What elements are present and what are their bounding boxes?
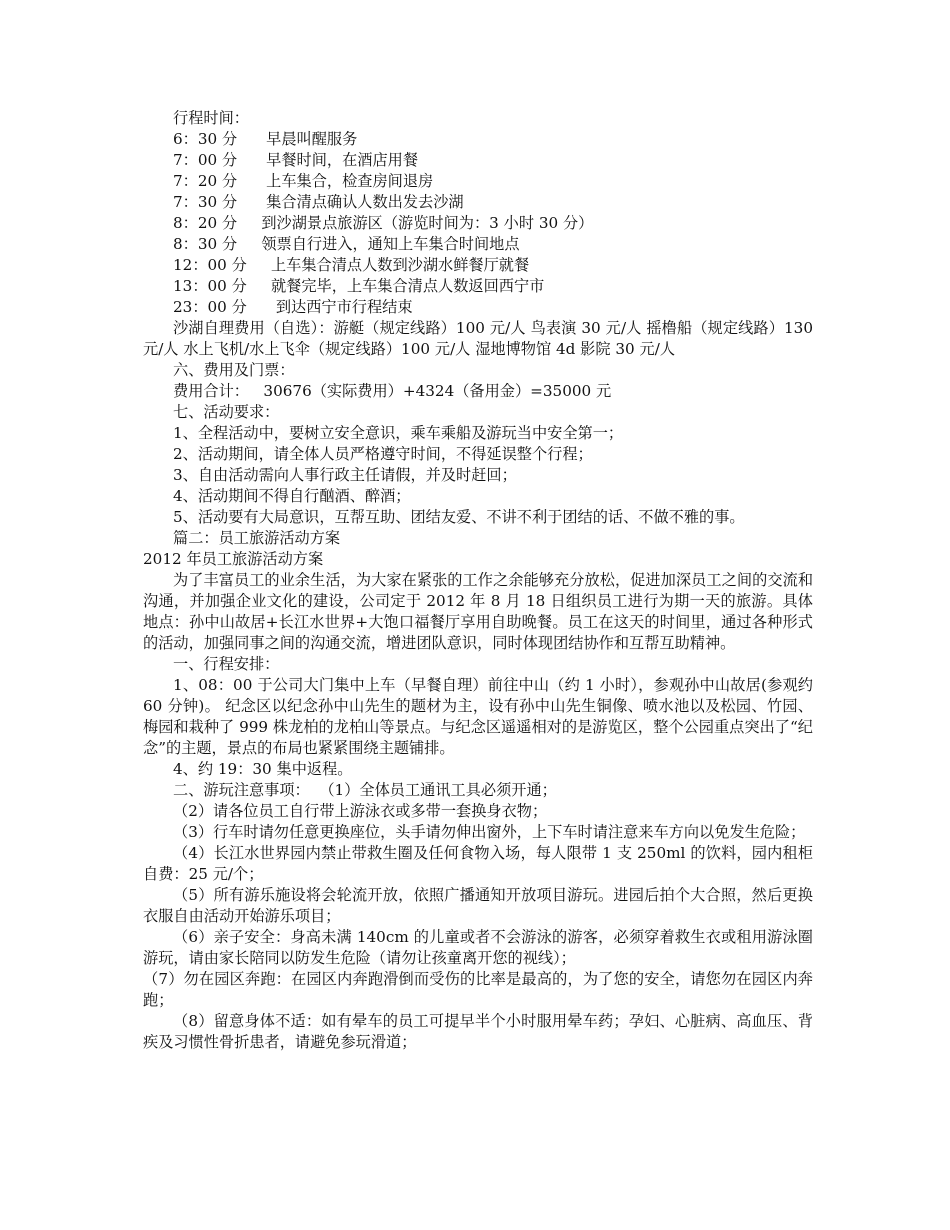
note-item: （4）长江水世界园内禁止带救生圈及任何食物入场，每人限带 1 支 250ml 的饮料，园内租柜自费：25 元/个； (143, 844, 813, 883)
fees-total: 费用合计： 30676（实际费用）+4324（备用金）=35000 元 (173, 382, 612, 400)
note-item: （5）所有游乐施设将会轮流开放，依照广播通知开放项目游玩。进园后拍个大合照，然后更换衣服自由活动开始游乐项目； (143, 886, 813, 925)
note-item: （3）行车时请勿任意更换座位，头手请勿伸出窗外，上下车时请注意来车方向以免发生危险； (173, 823, 806, 841)
schedule-item: 1、08：00 于公司大门集中上车（早餐自理）前往中山（约 1 小时），参观孙中山故居(参观约 60 分钟)。 纪念区以纪念孙中山先生的题材为主，设有孙中山先生铜像、喷水池以及松园、竹园、梅园和栽种了 999 株龙柏的龙柏山等景点。与纪念区遥遥相对的是游览区，整个公园重点突出了“纪念”的主题，景点的布局也紧紧围绕主题铺排。 (143, 676, 813, 757)
notes-heading: 二、游玩注意事项： （1）全体员工通讯工具必须开通； (173, 781, 557, 799)
itinerary-time: 8：30 分 领票自行进入，通知上车集合时间地点 (173, 235, 520, 253)
itinerary-time: 7：00 分 早餐时间，在酒店用餐 (173, 151, 419, 169)
requirement-item: 5、活动要有大局意识，互帮互助、团结友爱、不讲不利于团结的话、不做不雅的事。 (173, 508, 745, 526)
requirement-item: 3、自由活动需向人事行政主任请假，并及时赶回； (173, 466, 517, 484)
requirement-item: 2、活动期间，请全体人员严格遵守时间，不得延误整个行程； (173, 445, 593, 463)
extra-fee-paragraph: 沙湖自理费用（自选）：游艇（规定线路）100 元/人 鸟表演 30 元/人 摇橹船（规定线路）130 元/人 水上飞机/水上飞伞（规定线路）100 元/人 湿地博物馆 4d 影院 30 元/人 (143, 319, 813, 358)
requirement-item: 4、活动期间不得自行酗酒、醉酒； (173, 487, 411, 505)
schedule-item: 4、约 19：30 集中返程。 (173, 760, 353, 778)
requirements-heading: 七、活动要求： (173, 403, 280, 421)
part2-title: 2012 年员工旅游活动方案 (143, 550, 324, 568)
itinerary-time: 12：00 分 上车集合清点人数到沙湖水鲜餐厅就餐 (173, 256, 530, 274)
intro-paragraph: 为了丰富员工的业余生活，为大家在紧张的工作之余能够充分放松，促进加深员工之间的交流和沟通，并加强企业文化的建设，公司定于 2012 年 8 月 18 日组织员工进行为期一天的旅游。具体地点：孙中山故居+长江水世界+大饱口福餐厅享用自助晚餐。员工在这天的时间里，通过各种形式的活动，加强同事之间的沟通交流，增进团队意识，同时体现团结协作和互帮互助精神。 (143, 571, 813, 652)
part2-heading: 篇二：员工旅游活动方案 (173, 529, 341, 547)
requirement-item: 1、全程活动中，要树立安全意识，乘车乘船及游玩当中安全第一； (173, 424, 624, 442)
itinerary-time: 13：00 分 就餐完毕，上车集合清点人数返回西宁市 (173, 277, 545, 295)
itinerary-heading: 行程时间： (173, 109, 249, 127)
itinerary-time: 23：00 分 到达西宁市行程结束 (173, 298, 413, 316)
document-page (143, 108, 813, 1053)
note-item: （7）勿在园区奔跑：在园区内奔跑滑倒而受伤的比率是最高的，为了您的安全，请您勿在园区内奔跑； (143, 970, 813, 1009)
itinerary-time: 7：20 分 上车集合，检查房间退房 (173, 172, 434, 190)
itinerary-time: 6：30 分 早晨叫醒服务 (173, 130, 358, 148)
fees-heading: 六、费用及门票： (173, 361, 295, 379)
note-item: （6）亲子安全：身高未满 140cm 的儿童或者不会游泳的游客，必须穿着救生衣或租用游泳圈游玩，请由家长陪同以防发生危险（请勿让孩童离开您的视线）； (143, 928, 813, 967)
note-item: （8）留意身体不适：如有晕车的员工可提早半个小时服用晕车药；孕妇、心脏病、高血压、背疾及习惯性骨折患者，请避免参玩滑道； (143, 1012, 813, 1051)
note-item: （2）请各位员工自行带上游泳衣或多带一套换身衣物； (173, 802, 548, 820)
itinerary-time: 8：20 分 到沙湖景点旅游区（游览时间为：3 小时 30 分） (173, 214, 594, 232)
itinerary-time: 7：30 分 集合清点确认人数出发去沙湖 (173, 193, 464, 211)
schedule-heading: 一、行程安排： (173, 655, 280, 673)
